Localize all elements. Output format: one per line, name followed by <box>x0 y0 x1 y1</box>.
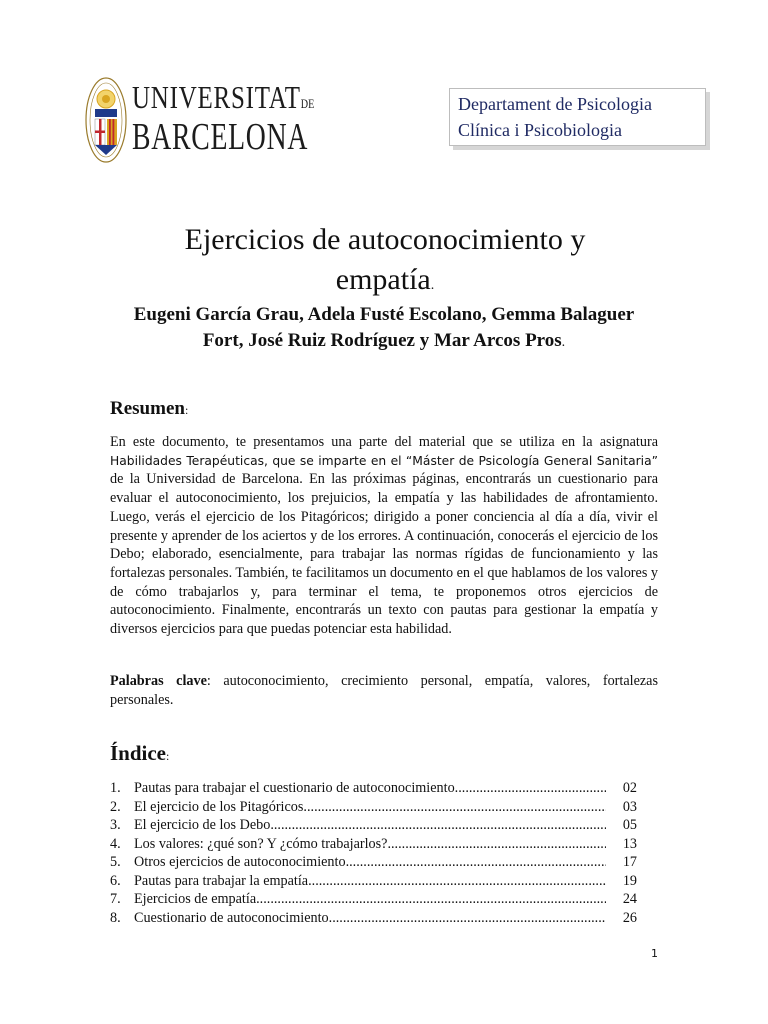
keywords-paragraph <box>110 672 658 709</box>
department-box <box>449 88 706 146</box>
abstract-paragraph <box>110 433 658 639</box>
index-heading-colon: : <box>166 749 170 763</box>
authors-line2: Fort, José Ruiz Rodríguez y Mar Arcos Pros <box>202 330 562 351</box>
toc-item-number: 7. <box>110 891 121 907</box>
university-logo <box>84 75 315 165</box>
toc-item-page: 24 <box>622 891 637 907</box>
toc-item-page: 19 <box>622 872 637 889</box>
logo-wordmark-line1: UNIVERSITAT <box>132 79 301 115</box>
logo-wordmark-de: DE <box>300 96 315 111</box>
toc-item-title: Pautas para trabajar la empatía ..... <box>134 872 606 891</box>
toc-item-number: 4. <box>110 835 121 852</box>
toc-item-page: 26 <box>622 909 637 926</box>
abstract-course-name: Habilidades Terapéuticas, que se imparte en el “Máster de Psicología General Sanitaria” <box>110 453 658 468</box>
toc-item-number: 5. <box>110 854 121 870</box>
toc-item-number: 1. <box>110 780 121 796</box>
index-heading-text: Índice <box>110 741 167 765</box>
toc-item-title: Pautas para trabajar el cuestionario de autoconocimiento ..... <box>134 779 606 798</box>
abstract-text-after: de la Universidad de Barcelona. En las próximas páginas, encontrarás un cuestionario para evaluar el autoconocimiento, los prejuicios, la empatía y las habilidades de afrontamiento. Luego, verás el ejercicio de los Pitagóricos; dirigido a poner conciencia al día a día, vivir el presente y aprender de los aciertos y de los errores. A continuación, conocerás el ejercicio de los Debo; elaborado, esencialmente, para trabajar las normas rígidas de funcionamiento y las fortalezas personales. También, te facilitamos un documento en el que hablamos de los valores y de cómo trabajarlos y, para terminar el tema, te proponemos otros ejercicios de autoconocimiento. Finalmente, encontrarás un texto con pautas para gestionar la empatía y diversos ejercicios para que puedas potenciar esta habilidad. <box>110 471 658 638</box>
toc-item-number: 3. <box>110 817 121 833</box>
keywords-label: Palabras clave <box>110 673 207 689</box>
toc-item-number: 8. <box>110 909 121 926</box>
abstract-text-before: En este documento, te presentamos una parte del material que se utiliza en la asignatura <box>110 434 658 450</box>
table-of-contents <box>110 779 640 927</box>
toc-item-page: 05 <box>622 817 637 833</box>
document-title <box>80 220 690 306</box>
toc-item[interactable] <box>110 779 640 798</box>
department-line2: Clínica i Psicobiologia <box>458 120 622 140</box>
university-seal-icon <box>84 75 128 165</box>
logo-wordmark-line2: BARCELONA <box>132 116 309 158</box>
toc-item-page: 17 <box>622 854 637 870</box>
title-line2: empatía <box>335 263 431 296</box>
abstract-heading <box>110 398 188 420</box>
toc-item-title: Ejercicios de empatía ..... <box>134 890 606 909</box>
toc-item[interactable] <box>110 853 640 872</box>
toc-item[interactable] <box>110 798 640 817</box>
toc-item-page: 02 <box>622 780 637 796</box>
department-line1: Departament de Psicologia <box>458 94 652 114</box>
toc-item-title: El ejercicio de los Debo ..... <box>134 816 606 835</box>
abstract-heading-text: Resumen <box>110 398 185 419</box>
toc-item[interactable] <box>110 872 640 891</box>
page-number: 1 <box>651 947 658 960</box>
toc-item-page: 03 <box>622 798 637 815</box>
keywords-text: : autoconocimiento, crecimiento personal, empatía, valores, fortalezas personales. <box>110 673 658 708</box>
toc-item[interactable] <box>110 835 640 854</box>
authors-line1: Eugeni García Grau, Adela Fusté Escolano, Gemma Balaguer <box>133 304 635 325</box>
toc-item-title: Otros ejercicios de autoconocimiento ..... <box>134 853 606 872</box>
toc-item-title: El ejercicio de los Pitagóricos ..... <box>134 798 606 817</box>
toc-item[interactable] <box>110 890 640 909</box>
authors <box>100 302 668 356</box>
toc-item-number: 2. <box>110 798 121 815</box>
toc-item-title: Cuestionario de autoconocimiento ..... <box>134 909 606 928</box>
index-heading <box>110 741 169 766</box>
abstract-heading-colon: : <box>184 403 189 417</box>
title-line1: Ejercicios de autoconocimiento y <box>184 223 586 256</box>
title-suffix: . <box>430 278 435 293</box>
toc-item-number: 6. <box>110 872 121 889</box>
authors-suffix: . <box>561 335 566 350</box>
toc-item[interactable] <box>110 816 640 835</box>
toc-item[interactable] <box>110 909 640 928</box>
toc-item-title: Los valores: ¿qué son? Y ¿cómo trabajarlos? ..... <box>134 835 606 854</box>
toc-item-page: 13 <box>622 835 637 852</box>
